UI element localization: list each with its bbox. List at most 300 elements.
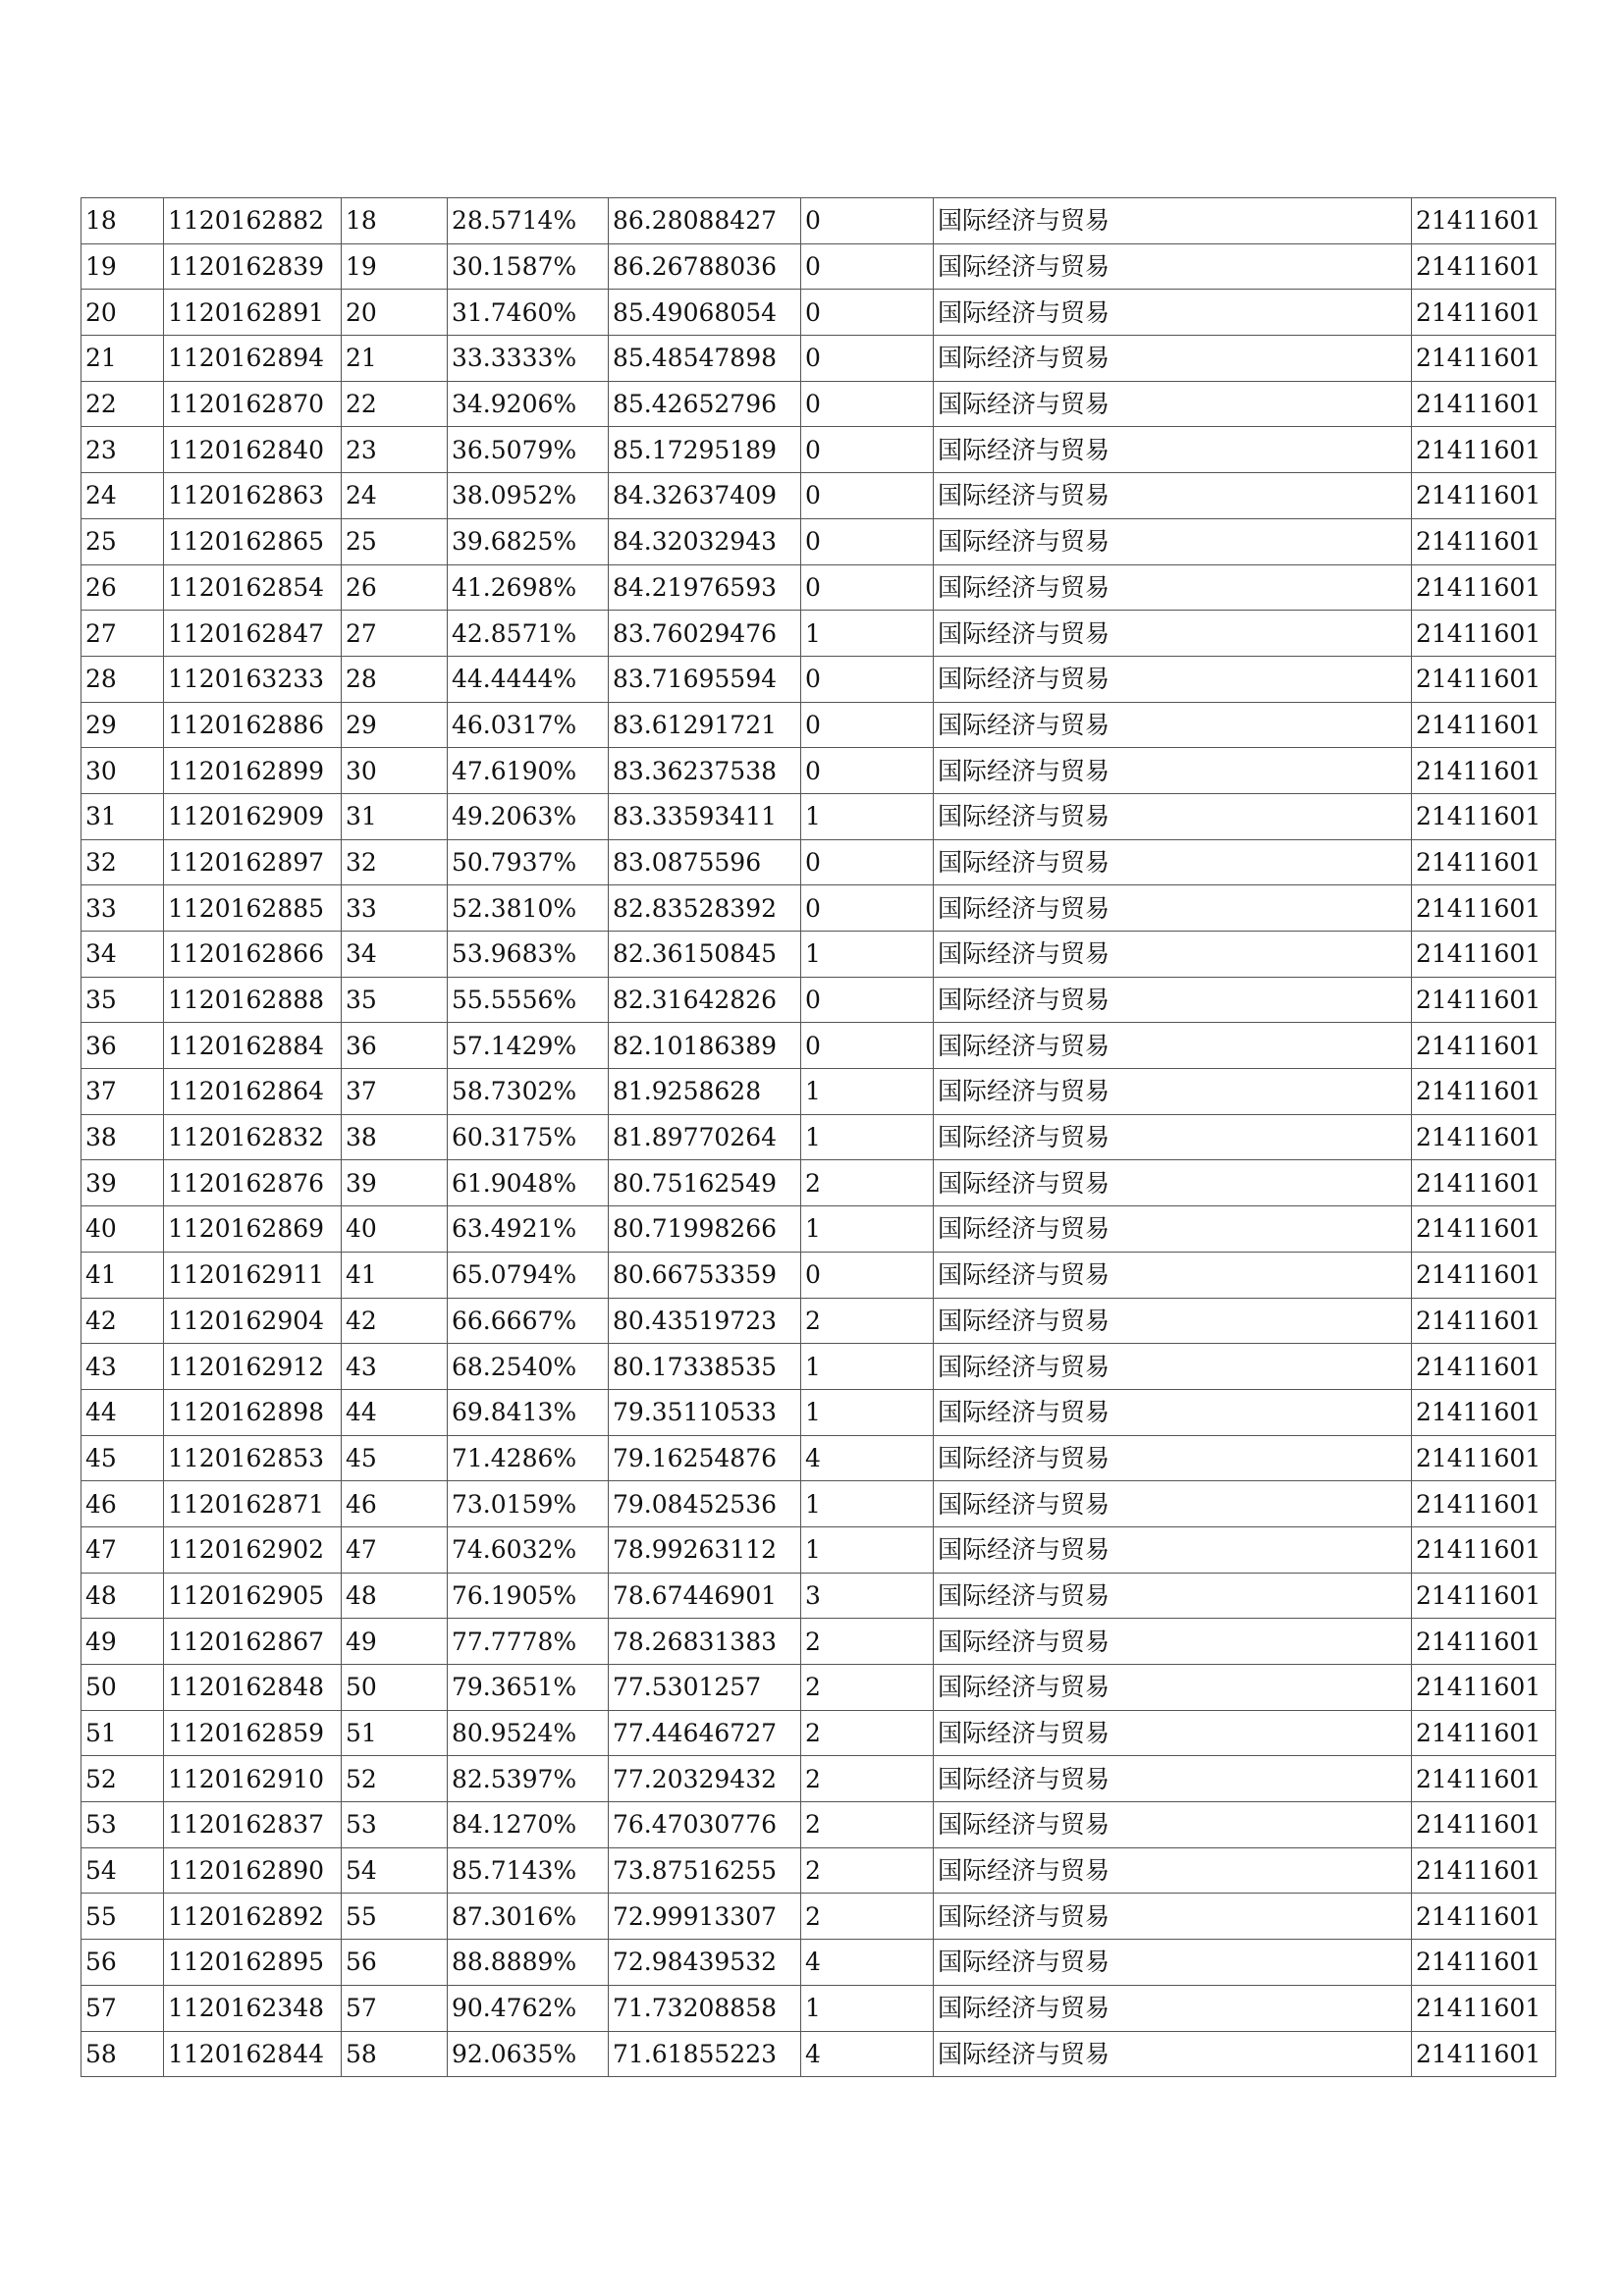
score-cell: 85.17295189	[609, 427, 801, 473]
class-id-cell: 21411601	[1412, 564, 1556, 611]
student-id-cell: 1120162909	[164, 793, 342, 839]
table-row	[81, 977, 1556, 1023]
student-id-cell: 1120162885	[164, 885, 342, 932]
table-row	[81, 381, 1556, 427]
score-cell: 78.99263112	[609, 1526, 801, 1573]
percentile-cell: 38.0952%	[448, 473, 609, 519]
score-cell: 81.9258628	[609, 1069, 801, 1115]
failed-count-cell: 4	[801, 2031, 934, 2077]
class-id-cell: 21411601	[1412, 793, 1556, 839]
row-number-cell: 26	[81, 564, 164, 611]
row-number-cell: 49	[81, 1619, 164, 1665]
score-cell: 72.98439532	[609, 1940, 801, 1986]
failed-count-cell: 1	[801, 1344, 934, 1390]
rank-cell: 42	[342, 1298, 448, 1344]
student-id-cell: 1120162904	[164, 1298, 342, 1344]
table-row	[81, 1802, 1556, 1848]
score-cell: 82.83528392	[609, 885, 801, 932]
score-cell: 80.71998266	[609, 1206, 801, 1253]
rank-cell: 23	[342, 427, 448, 473]
table-row	[81, 1894, 1556, 1940]
percentile-cell: 71.4286%	[448, 1435, 609, 1481]
percentile-cell: 79.3651%	[448, 1665, 609, 1711]
score-cell: 83.76029476	[609, 611, 801, 657]
table-row	[81, 1252, 1556, 1298]
score-cell: 79.08452536	[609, 1481, 801, 1527]
row-number-cell: 27	[81, 611, 164, 657]
major-cell: 国际经济与贸易	[934, 1298, 1412, 1344]
percentile-cell: 55.5556%	[448, 977, 609, 1023]
table-row	[81, 1023, 1556, 1069]
student-id-cell: 1120162894	[164, 336, 342, 382]
table-row	[81, 1160, 1556, 1206]
major-cell: 国际经济与贸易	[934, 885, 1412, 932]
failed-count-cell: 0	[801, 290, 934, 336]
class-id-cell: 21411601	[1412, 1481, 1556, 1527]
row-number-cell: 29	[81, 702, 164, 748]
major-cell: 国际经济与贸易	[934, 1252, 1412, 1298]
major-cell: 国际经济与贸易	[934, 656, 1412, 702]
row-number-cell: 55	[81, 1894, 164, 1940]
class-id-cell: 21411601	[1412, 473, 1556, 519]
major-cell: 国际经济与贸易	[934, 1847, 1412, 1894]
failed-count-cell: 0	[801, 885, 934, 932]
failed-count-cell: 0	[801, 473, 934, 519]
row-number-cell: 31	[81, 793, 164, 839]
class-id-cell: 21411601	[1412, 1756, 1556, 1802]
row-number-cell: 47	[81, 1526, 164, 1573]
major-cell: 国际经济与贸易	[934, 1619, 1412, 1665]
class-id-cell: 21411601	[1412, 702, 1556, 748]
rank-cell: 24	[342, 473, 448, 519]
major-cell: 国际经济与贸易	[934, 427, 1412, 473]
table-row	[81, 473, 1556, 519]
student-id-cell: 1120162890	[164, 1847, 342, 1894]
table-row	[81, 1389, 1556, 1435]
table-row	[81, 793, 1556, 839]
row-number-cell: 36	[81, 1023, 164, 1069]
table-row	[81, 1298, 1556, 1344]
percentile-cell: 47.6190%	[448, 748, 609, 794]
percentile-cell: 90.4762%	[448, 1985, 609, 2031]
student-id-cell: 1120162884	[164, 1023, 342, 1069]
rank-cell: 28	[342, 656, 448, 702]
table-row	[81, 198, 1556, 244]
student-id-cell: 1120162910	[164, 1756, 342, 1802]
rank-cell: 34	[342, 932, 448, 978]
row-number-cell: 53	[81, 1802, 164, 1848]
student-id-cell: 1120162871	[164, 1481, 342, 1527]
student-id-cell: 1120162867	[164, 1619, 342, 1665]
class-id-cell: 21411601	[1412, 1710, 1556, 1756]
student-id-cell: 1120162895	[164, 1940, 342, 1986]
rank-cell: 57	[342, 1985, 448, 2031]
rank-cell: 31	[342, 793, 448, 839]
score-cell: 71.61855223	[609, 2031, 801, 2077]
percentile-cell: 82.5397%	[448, 1756, 609, 1802]
percentile-cell: 44.4444%	[448, 656, 609, 702]
failed-count-cell: 2	[801, 1619, 934, 1665]
class-id-cell: 21411601	[1412, 656, 1556, 702]
percentile-cell: 73.0159%	[448, 1481, 609, 1527]
student-id-cell: 1120162897	[164, 839, 342, 885]
table-row	[81, 656, 1556, 702]
percentile-cell: 52.3810%	[448, 885, 609, 932]
score-cell: 82.31642826	[609, 977, 801, 1023]
percentile-cell: 58.7302%	[448, 1069, 609, 1115]
table-row	[81, 839, 1556, 885]
student-id-cell: 1120162891	[164, 290, 342, 336]
rank-cell: 35	[342, 977, 448, 1023]
rank-cell: 44	[342, 1389, 448, 1435]
student-id-cell: 1120162866	[164, 932, 342, 978]
rank-cell: 38	[342, 1114, 448, 1160]
row-number-cell: 19	[81, 243, 164, 290]
row-number-cell: 38	[81, 1114, 164, 1160]
failed-count-cell: 1	[801, 932, 934, 978]
major-cell: 国际经济与贸易	[934, 2031, 1412, 2077]
class-id-cell: 21411601	[1412, 336, 1556, 382]
table-row	[81, 611, 1556, 657]
major-cell: 国际经济与贸易	[934, 1573, 1412, 1619]
student-id-cell: 1120162865	[164, 518, 342, 564]
class-id-cell: 21411601	[1412, 1940, 1556, 1986]
percentile-cell: 36.5079%	[448, 427, 609, 473]
score-cell: 85.49068054	[609, 290, 801, 336]
percentile-cell: 60.3175%	[448, 1114, 609, 1160]
table-row	[81, 336, 1556, 382]
rank-cell: 54	[342, 1847, 448, 1894]
student-id-cell: 1120162348	[164, 1985, 342, 2031]
percentile-cell: 39.6825%	[448, 518, 609, 564]
student-id-cell: 1120162848	[164, 1665, 342, 1711]
rank-cell: 27	[342, 611, 448, 657]
student-id-cell: 1120162902	[164, 1526, 342, 1573]
failed-count-cell: 1	[801, 1069, 934, 1115]
table-row	[81, 518, 1556, 564]
percentile-cell: 68.2540%	[448, 1344, 609, 1390]
failed-count-cell: 0	[801, 656, 934, 702]
failed-count-cell: 2	[801, 1160, 934, 1206]
student-id-cell: 1120162853	[164, 1435, 342, 1481]
score-cell: 82.10186389	[609, 1023, 801, 1069]
major-cell: 国际经济与贸易	[934, 1940, 1412, 1986]
row-number-cell: 51	[81, 1710, 164, 1756]
table-row	[81, 243, 1556, 290]
class-id-cell: 21411601	[1412, 748, 1556, 794]
class-id-cell: 21411601	[1412, 839, 1556, 885]
table-row	[81, 748, 1556, 794]
table-row	[81, 564, 1556, 611]
failed-count-cell: 2	[801, 1298, 934, 1344]
failed-count-cell: 0	[801, 243, 934, 290]
rank-cell: 20	[342, 290, 448, 336]
row-number-cell: 41	[81, 1252, 164, 1298]
failed-count-cell: 0	[801, 518, 934, 564]
class-id-cell: 21411601	[1412, 1298, 1556, 1344]
failed-count-cell: 2	[801, 1802, 934, 1848]
class-id-cell: 21411601	[1412, 932, 1556, 978]
student-id-cell: 1120162888	[164, 977, 342, 1023]
class-id-cell: 21411601	[1412, 427, 1556, 473]
major-cell: 国际经济与贸易	[934, 932, 1412, 978]
score-cell: 81.89770264	[609, 1114, 801, 1160]
student-id-cell: 1120162837	[164, 1802, 342, 1848]
score-cell: 79.35110533	[609, 1389, 801, 1435]
failed-count-cell: 0	[801, 381, 934, 427]
major-cell: 国际经济与贸易	[934, 1802, 1412, 1848]
percentile-cell: 76.1905%	[448, 1573, 609, 1619]
score-cell: 77.20329432	[609, 1756, 801, 1802]
percentile-cell: 33.3333%	[448, 336, 609, 382]
failed-count-cell: 2	[801, 1665, 934, 1711]
row-number-cell: 46	[81, 1481, 164, 1527]
percentile-cell: 69.8413%	[448, 1389, 609, 1435]
percentile-cell: 30.1587%	[448, 243, 609, 290]
row-number-cell: 58	[81, 2031, 164, 2077]
table-body	[81, 198, 1556, 2077]
major-cell: 国际经济与贸易	[934, 1160, 1412, 1206]
row-number-cell: 18	[81, 198, 164, 244]
percentile-cell: 92.0635%	[448, 2031, 609, 2077]
score-cell: 77.44646727	[609, 1710, 801, 1756]
table-row	[81, 702, 1556, 748]
class-id-cell: 21411601	[1412, 1206, 1556, 1253]
major-cell: 国际经济与贸易	[934, 1023, 1412, 1069]
class-id-cell: 21411601	[1412, 1389, 1556, 1435]
row-number-cell: 48	[81, 1573, 164, 1619]
class-id-cell: 21411601	[1412, 1344, 1556, 1390]
table-row	[81, 1481, 1556, 1527]
score-cell: 73.87516255	[609, 1847, 801, 1894]
class-id-cell: 21411601	[1412, 977, 1556, 1023]
failed-count-cell: 1	[801, 793, 934, 839]
failed-count-cell: 0	[801, 427, 934, 473]
student-id-cell: 1120162870	[164, 381, 342, 427]
rank-cell: 36	[342, 1023, 448, 1069]
major-cell: 国际经济与贸易	[934, 473, 1412, 519]
failed-count-cell: 1	[801, 1526, 934, 1573]
row-number-cell: 25	[81, 518, 164, 564]
percentile-cell: 34.9206%	[448, 381, 609, 427]
percentile-cell: 57.1429%	[448, 1023, 609, 1069]
table-row	[81, 1985, 1556, 2031]
student-id-cell: 1120162839	[164, 243, 342, 290]
row-number-cell: 30	[81, 748, 164, 794]
student-id-cell: 1120162844	[164, 2031, 342, 2077]
failed-count-cell: 2	[801, 1710, 934, 1756]
percentile-cell: 49.2063%	[448, 793, 609, 839]
failed-count-cell: 0	[801, 1023, 934, 1069]
rank-cell: 52	[342, 1756, 448, 1802]
score-cell: 85.42652796	[609, 381, 801, 427]
major-cell: 国际经济与贸易	[934, 748, 1412, 794]
class-id-cell: 21411601	[1412, 1573, 1556, 1619]
ranking-table	[81, 197, 1556, 2077]
class-id-cell: 21411601	[1412, 611, 1556, 657]
table-row	[81, 885, 1556, 932]
student-id-cell: 1120163233	[164, 656, 342, 702]
percentile-cell: 80.9524%	[448, 1710, 609, 1756]
major-cell: 国际经济与贸易	[934, 1985, 1412, 2031]
percentile-cell: 42.8571%	[448, 611, 609, 657]
major-cell: 国际经济与贸易	[934, 839, 1412, 885]
major-cell: 国际经济与贸易	[934, 1481, 1412, 1527]
table-row	[81, 1206, 1556, 1253]
rank-cell: 18	[342, 198, 448, 244]
score-cell: 86.26788036	[609, 243, 801, 290]
failed-count-cell: 1	[801, 1985, 934, 2031]
row-number-cell: 52	[81, 1756, 164, 1802]
rank-cell: 47	[342, 1526, 448, 1573]
score-cell: 86.28088427	[609, 198, 801, 244]
failed-count-cell: 0	[801, 748, 934, 794]
score-cell: 84.32637409	[609, 473, 801, 519]
student-id-cell: 1120162859	[164, 1710, 342, 1756]
score-cell: 80.17338535	[609, 1344, 801, 1390]
row-number-cell: 40	[81, 1206, 164, 1253]
row-number-cell: 44	[81, 1389, 164, 1435]
percentile-cell: 41.2698%	[448, 564, 609, 611]
score-cell: 83.61291721	[609, 702, 801, 748]
major-cell: 国际经济与贸易	[934, 702, 1412, 748]
row-number-cell: 50	[81, 1665, 164, 1711]
table-row	[81, 1710, 1556, 1756]
percentile-cell: 63.4921%	[448, 1206, 609, 1253]
major-cell: 国际经济与贸易	[934, 793, 1412, 839]
major-cell: 国际经济与贸易	[934, 1435, 1412, 1481]
class-id-cell: 21411601	[1412, 1526, 1556, 1573]
class-id-cell: 21411601	[1412, 1802, 1556, 1848]
score-cell: 78.26831383	[609, 1619, 801, 1665]
class-id-cell: 21411601	[1412, 1985, 1556, 2031]
major-cell: 国际经济与贸易	[934, 611, 1412, 657]
percentile-cell: 46.0317%	[448, 702, 609, 748]
student-id-cell: 1120162899	[164, 748, 342, 794]
percentile-cell: 50.7937%	[448, 839, 609, 885]
score-cell: 83.33593411	[609, 793, 801, 839]
row-number-cell: 22	[81, 381, 164, 427]
percentile-cell: 31.7460%	[448, 290, 609, 336]
percentile-cell: 87.3016%	[448, 1894, 609, 1940]
rank-cell: 43	[342, 1344, 448, 1390]
score-cell: 79.16254876	[609, 1435, 801, 1481]
table-row	[81, 1344, 1556, 1390]
rank-cell: 33	[342, 885, 448, 932]
rank-cell: 40	[342, 1206, 448, 1253]
row-number-cell: 56	[81, 1940, 164, 1986]
percentile-cell: 85.7143%	[448, 1847, 609, 1894]
percentile-cell: 88.8889%	[448, 1940, 609, 1986]
row-number-cell: 39	[81, 1160, 164, 1206]
major-cell: 国际经济与贸易	[934, 518, 1412, 564]
student-id-cell: 1120162840	[164, 427, 342, 473]
rank-cell: 51	[342, 1710, 448, 1756]
major-cell: 国际经济与贸易	[934, 1665, 1412, 1711]
student-id-cell: 1120162832	[164, 1114, 342, 1160]
table-row	[81, 1069, 1556, 1115]
table-row	[81, 1847, 1556, 1894]
failed-count-cell: 1	[801, 1389, 934, 1435]
table-row	[81, 1756, 1556, 1802]
score-cell: 82.36150845	[609, 932, 801, 978]
row-number-cell: 20	[81, 290, 164, 336]
class-id-cell: 21411601	[1412, 198, 1556, 244]
table-row	[81, 1940, 1556, 1986]
student-id-cell: 1120162912	[164, 1344, 342, 1390]
percentile-cell: 53.9683%	[448, 932, 609, 978]
class-id-cell: 21411601	[1412, 1252, 1556, 1298]
failed-count-cell: 2	[801, 1756, 934, 1802]
major-cell: 国际经济与贸易	[934, 290, 1412, 336]
score-cell: 83.36237538	[609, 748, 801, 794]
failed-count-cell: 4	[801, 1940, 934, 1986]
row-number-cell: 45	[81, 1435, 164, 1481]
student-id-cell: 1120162911	[164, 1252, 342, 1298]
percentile-cell: 61.9048%	[448, 1160, 609, 1206]
table-row	[81, 1665, 1556, 1711]
score-cell: 77.5301257	[609, 1665, 801, 1711]
rank-cell: 48	[342, 1573, 448, 1619]
percentile-cell: 74.6032%	[448, 1526, 609, 1573]
rank-cell: 29	[342, 702, 448, 748]
rank-cell: 19	[342, 243, 448, 290]
class-id-cell: 21411601	[1412, 1023, 1556, 1069]
major-cell: 国际经济与贸易	[934, 1344, 1412, 1390]
failed-count-cell: 2	[801, 1847, 934, 1894]
failed-count-cell: 1	[801, 1206, 934, 1253]
failed-count-cell: 0	[801, 839, 934, 885]
failed-count-cell: 0	[801, 198, 934, 244]
student-id-cell: 1120162869	[164, 1206, 342, 1253]
rank-cell: 41	[342, 1252, 448, 1298]
rank-cell: 49	[342, 1619, 448, 1665]
rank-cell: 21	[342, 336, 448, 382]
major-cell: 国际经济与贸易	[934, 243, 1412, 290]
percentile-cell: 66.6667%	[448, 1298, 609, 1344]
major-cell: 国际经济与贸易	[934, 1710, 1412, 1756]
table-row	[81, 1526, 1556, 1573]
table-row	[81, 427, 1556, 473]
table-row	[81, 1573, 1556, 1619]
row-number-cell: 43	[81, 1344, 164, 1390]
row-number-cell: 37	[81, 1069, 164, 1115]
major-cell: 国际经济与贸易	[934, 1389, 1412, 1435]
rank-cell: 32	[342, 839, 448, 885]
rank-cell: 30	[342, 748, 448, 794]
failed-count-cell: 0	[801, 1252, 934, 1298]
student-id-cell: 1120162892	[164, 1894, 342, 1940]
class-id-cell: 21411601	[1412, 2031, 1556, 2077]
score-cell: 84.21976593	[609, 564, 801, 611]
row-number-cell: 21	[81, 336, 164, 382]
major-cell: 国际经济与贸易	[934, 1526, 1412, 1573]
failed-count-cell: 3	[801, 1573, 934, 1619]
failed-count-cell: 0	[801, 977, 934, 1023]
rank-cell: 53	[342, 1802, 448, 1848]
rank-cell: 45	[342, 1435, 448, 1481]
student-id-cell: 1120162876	[164, 1160, 342, 1206]
student-id-cell: 1120162847	[164, 611, 342, 657]
class-id-cell: 21411601	[1412, 1435, 1556, 1481]
rank-cell: 50	[342, 1665, 448, 1711]
row-number-cell: 32	[81, 839, 164, 885]
rank-cell: 37	[342, 1069, 448, 1115]
major-cell: 国际经济与贸易	[934, 1894, 1412, 1940]
rank-cell: 22	[342, 381, 448, 427]
row-number-cell: 28	[81, 656, 164, 702]
student-id-cell: 1120162886	[164, 702, 342, 748]
